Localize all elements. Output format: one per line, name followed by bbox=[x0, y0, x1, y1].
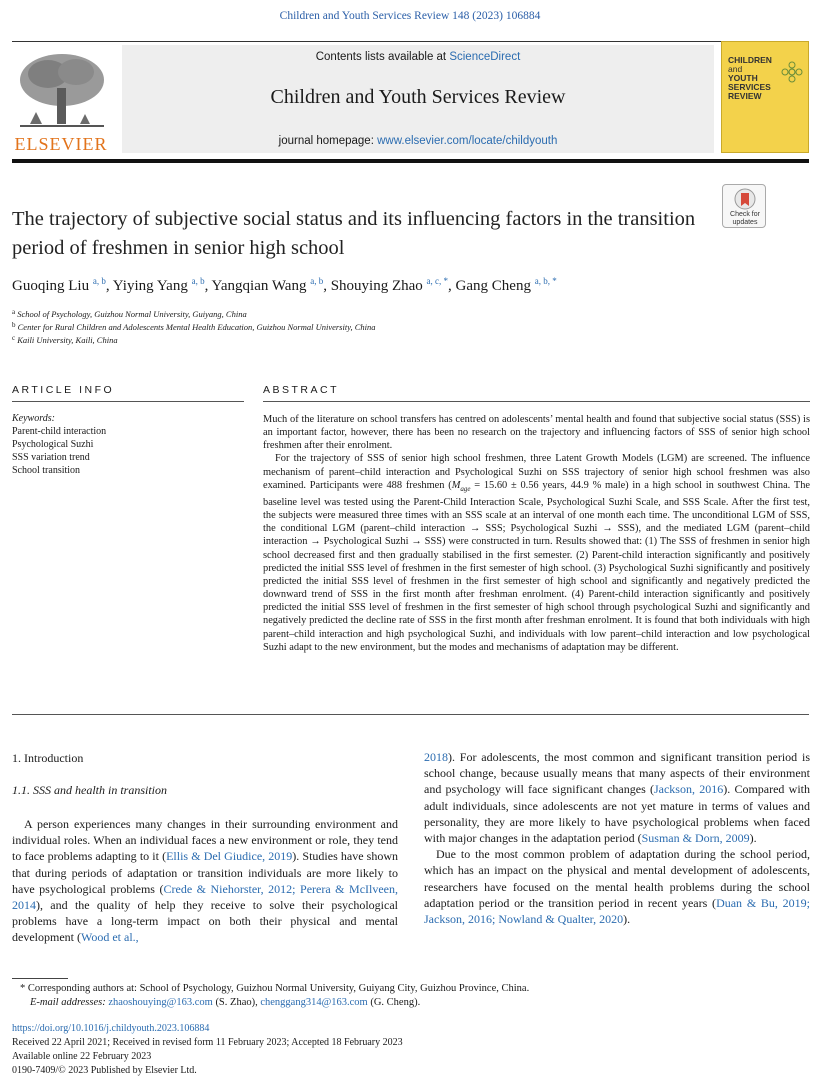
homepage-link[interactable]: www.elsevier.com/locate/childyouth bbox=[377, 135, 558, 147]
cover-flower-icon bbox=[780, 60, 804, 84]
section-heading: 1. Introduction bbox=[12, 751, 84, 765]
intro-right-column bbox=[424, 749, 810, 927]
affiliation-key: a bbox=[12, 308, 16, 316]
footnote-text: Corresponding authors at: School of Psychology, Guizhou Normal University, Guiyang City, Guizhou Province, China. bbox=[27, 983, 530, 994]
sciencedirect-link[interactable]: ScienceDirect bbox=[449, 51, 521, 63]
citation-link[interactable]: Crede & Niehorster, 2012; Perera & McIlveen, 2014 bbox=[12, 881, 398, 913]
author-affil-ref[interactable]: a, b bbox=[310, 276, 324, 286]
abstract-body bbox=[263, 413, 810, 654]
author-affil-ref[interactable]: a, b bbox=[191, 276, 205, 286]
affiliation-key: b bbox=[12, 321, 16, 329]
abstract-paragraph bbox=[263, 452, 810, 653]
body-text: ). Studies have shown that during periods of adaptation or transition individuals are more likely to have psychological problems ( bbox=[12, 849, 399, 896]
article-info-heading: ARTICLE INFO bbox=[12, 384, 115, 396]
email-link[interactable]: chenggang314@163.com bbox=[260, 997, 368, 1008]
author-name[interactable]: Yiying Yang bbox=[112, 278, 188, 294]
affiliation-text: School of Psychology, Guizhou Normal University, Guiyang, China bbox=[17, 309, 247, 319]
body-text: ). For adolescents, the most common and significant transition period is school change, because usually means that many aspects of their environment and psychology will face significant changes ( bbox=[424, 750, 810, 797]
author-affil-ref[interactable]: a, b bbox=[92, 276, 106, 286]
journal-homepage bbox=[122, 135, 714, 147]
author-affil-ref[interactable]: a, c, * bbox=[426, 276, 449, 286]
footnote-text: (S. Zhao), bbox=[212, 997, 261, 1008]
keyword: SSS variation trend bbox=[12, 452, 90, 463]
abstract-heading: ABSTRACT bbox=[263, 384, 340, 396]
citation-link[interactable]: Duan & Bu, 2019; Jackson, 2016; Nowland & Qualter, 2020 bbox=[424, 895, 810, 927]
abstract-paragraph: Much of the literature on school transfers has centred on adolescents’ mental health and found that subjective social status (SSS) is an important factor, however, there has been no research on the trajectory and influencing factors of SSS of senior high school freshmen after their enrolment. bbox=[263, 414, 810, 452]
email-footnote bbox=[30, 997, 420, 1008]
bookmark-icon bbox=[734, 188, 756, 210]
affiliation-key: c bbox=[12, 334, 16, 342]
subsection-heading: 1.1. SSS and health in transition bbox=[12, 783, 168, 797]
journal-cover[interactable] bbox=[721, 41, 809, 153]
online-date: Available online 22 February 2023 bbox=[12, 1051, 152, 1062]
body-text: ). bbox=[749, 831, 757, 846]
contents-prefix: Contents lists available at bbox=[315, 51, 450, 63]
abstract-bottom-rule bbox=[12, 714, 809, 715]
email-link[interactable]: zhaoshouying@163.com bbox=[108, 997, 213, 1008]
abstract-text: = 15.60 ± 0.56 years, 44.9 % male) in a high school in southwest China. The baseline level was tested using the Parent-Child Interaction Scale, Psychological Suzhi Scale, and SSS Scale. After the first test, the subjects were measured three times with an SSS scale at an interval of one month each time. The unconditional LGM of SSS, the conditional LGM (parent–child interaction → SSS; Psychological Suzhi → SSS), and the mediated LGM (parent–child interaction → Psychological Suzhi → SSS) were constructed in turn. Results showed that: (1) The SSS of freshmen in senior high school decreased first and then gradually stabilised in the first semester. (2) Parent-child interaction significantly and positively predicted the initial SSS level of freshmen in the first semester of high school. (3) Psychological Suzhi significantly and positively predicted the initial SSS level of freshmen in the first semester of high school and significantly and negatively predicted the downward trend of SSS in the first month after freshman enrolment. (4) Parent-child interaction significantly and positively predicted the initial SSS level of freshmen in the first semester of high school through psychological Suzhi and significantly and negatively predicted the decline rate of SSS in the first month after freshman enrolment. It is found that both individuals with high parent–child interaction and high psychological Suzhi, and individuals with low parent–child interaction and low psychological Suzhi adapt to the new environment, but the modes and mechanisms of adaptation may be different. bbox=[263, 479, 810, 653]
author-list: Guoqing Liu $^{a, b}$, Yiying Yang $^{a, b}$, Yangqian Wang $^{a, b}$, Shouying Zhao $^{a, c, *}$, Gang Cheng $^{a, b, *}$ bbox=[12, 276, 557, 294]
journal-citation[interactable]: Children and Youth Services Review 148 (2023) 106884 bbox=[279, 10, 541, 22]
body-paragraph bbox=[12, 816, 398, 946]
body-text: ). Compared with adult individuals, since adolescents are not yet mature in terms of values and personality, they are more likely to have psychological problems when faced with major changes in the adaptation period ( bbox=[424, 782, 810, 846]
abstract-text: age bbox=[460, 484, 471, 493]
footnote-rule bbox=[12, 978, 68, 979]
affiliation bbox=[12, 334, 118, 345]
abstract-rule bbox=[263, 401, 810, 402]
cover-line: SERVICES bbox=[728, 82, 771, 92]
article-title: The trajectory of subjective social status and its influencing factors in the transition period of freshmen in senior high school bbox=[12, 208, 696, 259]
affiliation bbox=[12, 308, 247, 319]
keyword: Parent-child interaction bbox=[12, 426, 107, 437]
header-rule bbox=[12, 159, 809, 163]
body-text: Due to the most common problem of adaptation during the school period, which has an impact on the physical and mental development of adolescents, researchers have focused on the mental health problems during the school adaptation period or the transition period in recent years ( bbox=[424, 847, 810, 910]
cover-title bbox=[728, 56, 772, 101]
citation-link[interactable]: Wood et al., bbox=[80, 930, 139, 945]
cover-line: and bbox=[728, 64, 743, 74]
body-paragraph bbox=[424, 749, 810, 846]
keyword: School transition bbox=[12, 465, 81, 476]
affiliation-text: Kaili University, Kaili, China bbox=[17, 335, 118, 345]
citation-link[interactable]: Jackson, 2016 bbox=[653, 782, 724, 797]
check-updates-label: Check for updates bbox=[730, 211, 760, 226]
author-name[interactable]: Guoqing Liu bbox=[12, 278, 90, 294]
abstract-text: For the trajectory of SSS of senior high school freshmen, three Latent Growth Models (LGM) are screened. The influence mechanism of parent–child interaction and Psychological Suzhi on SSS trajectory of senior high school freshmen was also examined. Participants were 488 freshmen ( bbox=[263, 453, 810, 491]
body-text: ). bbox=[623, 912, 631, 927]
affiliation bbox=[12, 321, 376, 332]
elsevier-wordmark: ELSEVIER bbox=[14, 134, 108, 154]
body-text: ), and the quality of help they receive to solve their psychological problems have a long-term impact on both their physical and mental development ( bbox=[12, 898, 398, 945]
author-name[interactable]: Shouying Zhao bbox=[330, 278, 423, 294]
elsevier-logo[interactable] bbox=[10, 50, 112, 154]
contents-line bbox=[122, 51, 714, 63]
keywords-label: Keywords: bbox=[12, 413, 55, 424]
footnote-text: (G. Cheng). bbox=[367, 997, 421, 1008]
corresponding-footnote: * Corresponding authors at: School of Psychology, Guizhou Normal University, Guiyang City, Guizhou Province, China. bbox=[20, 983, 530, 994]
doi-link[interactable]: https://doi.org/10.1016/j.childyouth.2023.106884 bbox=[12, 1023, 210, 1034]
top-rule bbox=[12, 41, 809, 42]
received-dates: Received 22 April 2021; Received in revised form 11 February 2023; Accepted 18 February 2023 bbox=[12, 1037, 403, 1048]
copyright: 0190-7409/© 2023 Published by Elsevier Ltd. bbox=[12, 1065, 197, 1076]
article-info-rule bbox=[12, 401, 244, 402]
homepage-prefix: journal homepage: bbox=[278, 135, 378, 147]
cover-line: REVIEW bbox=[728, 91, 762, 101]
citation-link[interactable]: Susman & Dorn, 2009 bbox=[641, 831, 750, 846]
email-label: E-mail addresses: bbox=[30, 997, 106, 1008]
author-name[interactable]: Yangqian Wang bbox=[211, 278, 307, 294]
intro-left-column bbox=[12, 816, 398, 946]
check-for-updates-button[interactable] bbox=[722, 184, 766, 228]
body-text: A person experiences many changes in their surrounding environment and individual roles. When an individual faces a new environment or role, they tend to face problems adapting to it ( bbox=[12, 817, 398, 864]
abstract-text: M bbox=[451, 479, 461, 491]
journal-title: Children and Youth Services Review bbox=[270, 86, 566, 108]
cover-line: YOUTH bbox=[728, 73, 758, 83]
author-affil-ref[interactable]: a, b, * bbox=[534, 276, 557, 286]
body-paragraph bbox=[424, 846, 810, 927]
citation-link[interactable]: Ellis & Del Giudice, 2019 bbox=[166, 849, 293, 864]
cover-line: CHILDREN bbox=[728, 55, 772, 65]
author-name[interactable]: Gang Cheng bbox=[455, 278, 531, 294]
keyword: Psychological Suzhi bbox=[12, 439, 94, 450]
citation-link[interactable]: 2018 bbox=[424, 750, 448, 764]
affiliation-text: Center for Rural Children and Adolescents Mental Health Education, Guizhou Normal University, China bbox=[17, 322, 376, 332]
